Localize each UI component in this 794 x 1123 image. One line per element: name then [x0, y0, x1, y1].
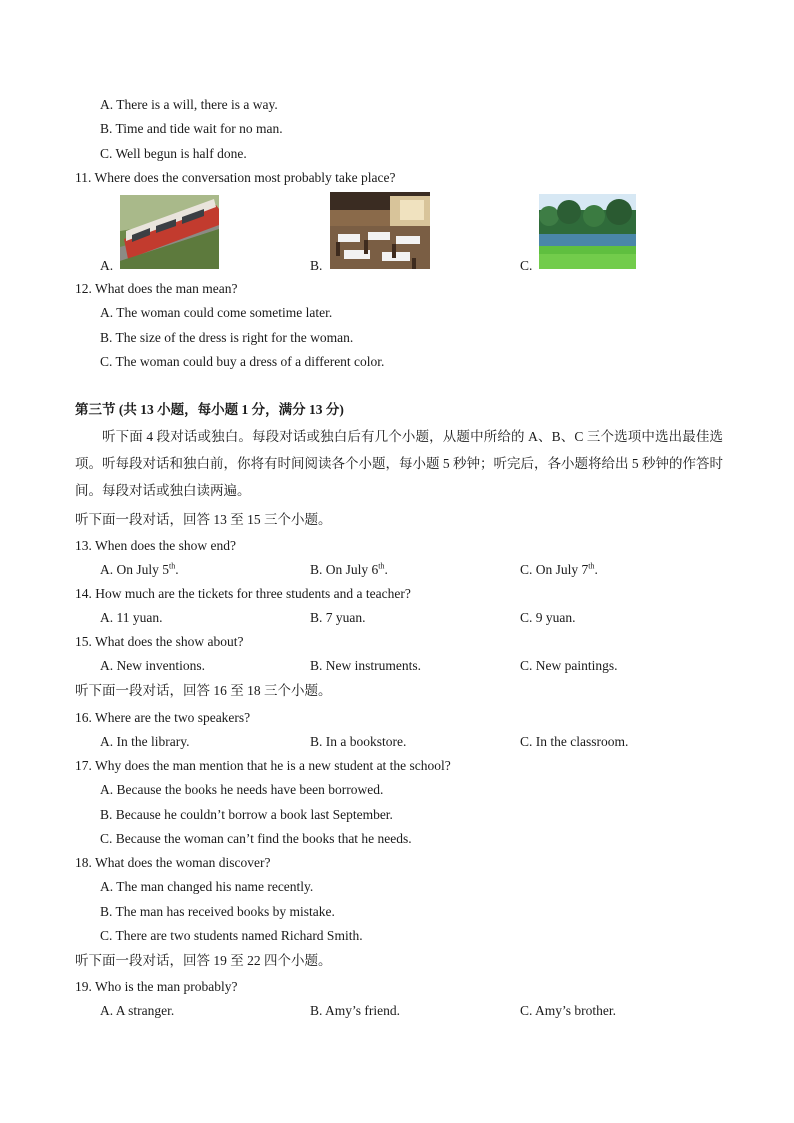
q12-option-b: B. The size of the dress is right for the woman. — [100, 330, 354, 345]
q12-stem: 12. What does the man mean? — [75, 281, 238, 296]
q19-stem: 19. Who is the man probably? — [75, 979, 238, 994]
q16-stem: 16. Where are the two speakers? — [75, 710, 251, 725]
q10-option-a: A. There is a will, there is a way. — [100, 97, 278, 112]
q12-option-c: C. The woman could buy a dress of a different color. — [100, 354, 385, 369]
park-lake-photo — [539, 194, 636, 269]
q10-option-b: B. Time and tide wait for no man. — [100, 121, 283, 136]
restaurant-photo — [330, 192, 430, 269]
q16-option-a: A. In the library. — [100, 734, 190, 749]
q13-option-a: A. On July 5th. — [100, 561, 179, 577]
q14-option-c: C. 9 yuan. — [520, 610, 576, 625]
q16-option-b: B. In a bookstore. — [310, 734, 407, 749]
train-photo — [120, 195, 219, 269]
q19-option-b: B. Amy’s friend. — [310, 1003, 400, 1018]
q14-option-a: A. 11 yuan. — [100, 610, 163, 625]
dialog-2-intro: 听下面一段对话，回答 16 至 18 三个小题。 — [75, 683, 332, 698]
q11-stem: 11. Where does the conversation most probably take place? — [75, 170, 396, 185]
dialog-1-intro: 听下面一段对话，回答 13 至 15 三个小题。 — [75, 512, 332, 527]
q18-option-b: B. The man has received books by mistake. — [100, 904, 335, 919]
q14-option-b: B. 7 yuan. — [310, 610, 366, 625]
q18-option-c: C. There are two students named Richard Smith. — [100, 928, 363, 943]
section-3-title: 第三节 (共 13 小题，每小题 1 分，满分 13 分) — [75, 402, 344, 417]
q13-option-c: C. On July 7th. — [520, 561, 598, 577]
q15-option-b: B. New instruments. — [310, 658, 421, 673]
q18-stem: 18. What does the woman discover? — [75, 855, 271, 870]
section-3-instructions: 听下面 4 段对话或独白。每段对话或独白后有几个小题，从题中所给的 A、B、C 三个选项中选出最佳选项。听每段对话和独白前，你将有时间阅读各个小题，每小题 5 秒钟；听完后，各小题将给出 5 秒钟的作答时间。每段对话或独白读两遍。 — [75, 429, 723, 498]
q12-option-a: A. The woman could come sometime later. — [100, 305, 333, 320]
q17-option-c: C. Because the woman can’t find the books that he needs. — [100, 831, 412, 846]
q19-option-a: A. A stranger. — [100, 1003, 175, 1018]
q11-label-a: A. — [100, 258, 114, 273]
q15-option-a: A. New inventions. — [100, 658, 205, 673]
q11-label-c: C. — [520, 258, 533, 273]
q16-option-c: C. In the classroom. — [520, 734, 629, 749]
q19-option-c: C. Amy’s brother. — [520, 1003, 617, 1018]
q13-stem: 13. When does the show end? — [75, 538, 236, 553]
q15-option-c: C. New paintings. — [520, 658, 618, 673]
q15-stem: 15. What does the show about? — [75, 634, 244, 649]
q17-option-b: B. Because he couldn’t borrow a book last September. — [100, 807, 393, 822]
q14-stem: 14. How much are the tickets for three students and a teacher? — [75, 586, 411, 601]
dialog-3-intro: 听下面一段对话，回答 19 至 22 四个小题。 — [75, 953, 332, 968]
q18-option-a: A. The man changed his name recently. — [100, 879, 314, 894]
q17-stem: 17. Why does the man mention that he is a new student at the school? — [75, 758, 451, 773]
q17-option-a: A. Because the books he needs have been borrowed. — [100, 782, 384, 797]
q10-option-c: C. Well begun is half done. — [100, 146, 247, 161]
q13-option-b: B. On July 6th. — [310, 561, 388, 577]
q11-label-b: B. — [310, 258, 323, 273]
